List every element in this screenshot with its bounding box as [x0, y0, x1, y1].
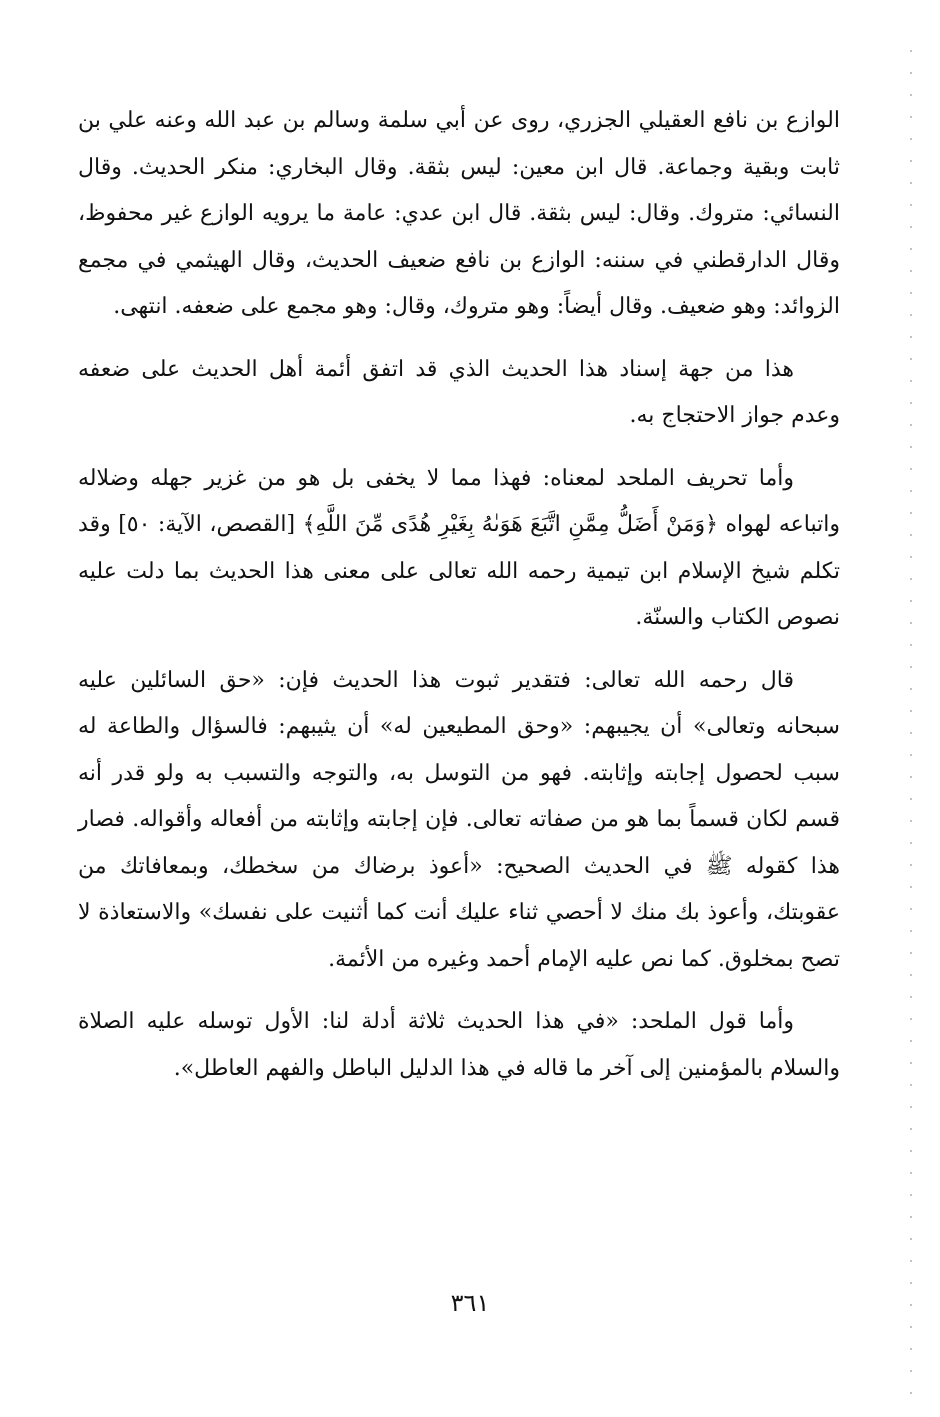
paragraph-isnad-summary: هذا من جهة إسناد هذا الحديث الذي قد اتفق أئمة أهل الحديث على ضعفه وعدم جواز الاحتجاج به. [78, 356, 840, 428]
paragraph-mulhid-claim: وأما قول الملحد: «في هذا الحديث ثلاثة أدلة لنا: الأول توسله عليه الصلاة والسلام بالمؤمنين إلى آخر ما قاله في هذا الدليل الباطل والفهم العاطل». [78, 1009, 840, 1081]
page-number: ٣٦١ [450, 1289, 490, 1317]
paragraph-distortion-of-meaning: وأما تحريف الملحد لمعناه: فهذا مما لا يخفى بل هو من غزير جهله وضلاله واتباعه لهواه ﴿وَمَنْ أَضَلُّ مِمَّنِ اتَّبَعَ هَوَىٰهُ بِغَيْرِ هُدًى مِّنَ اللَّهِ﴾ [القصص، الآية: ٥٠] وقد تكلم شيخ الإسلام ابن تيمية رحمه الله تعالى على معنى هذا الحديث بما دلت عليه نصوص الكتاب والسنّة. [78, 465, 840, 630]
paragraph-narrator-biography: الوازع بن نافع العقيلي الجزري، روى عن أبي سلمة وسالم بن عبد الله وعنه علي بن ثابت وبقية وجماعة. قال ابن معين: ليس بثقة. وقال البخاري: منكر الحديث. وقال النسائي: متروك. وقال: ليس بثقة. قال ابن عدي: عامة ما يرويه الوازع غير محفوظ، وقال الدارقطني في سننه: الوازع بن نافع ضعيف الحديث، وقال الهيثمي في مجمع الزوائد: وهو ضعيف. وقال أيضاً: وهو متروك، وقال: وهو مجمع على ضعفه. انتهى. [78, 108, 840, 319]
page-body [78, 98, 840, 1108]
page-edge-dots [908, 40, 914, 1400]
paragraph-ibn-taymiyya-quote: قال رحمه الله تعالى: فتقدير ثبوت هذا الحديث فإن: «حق السائلين عليه سبحانه وتعالى» أن يجيبهم: «وحق المطيعين له» أن يثيبهم: فالسؤال والطاعة له سبب لحصول إجابته وإثابته. فهو من التوسل به، والتوجه والتسبب به ولو قدر أنه قسم لكان قسماً بما هو من صفاته تعالى. فإن إجابته وإثابته من أفعاله وأقواله. فصار هذا كقوله ﷺ في الحديث الصحيح: «أعوذ برضاك من سخطك، وبمعافاتك من عقوبتك، وأعوذ بك منك لا أحصي ثناء عليك أنت كما أثنيت على نفسك» والاستعاذة لا تصح بمخلوق. كما نص عليه الإمام أحمد وغيره من الأئمة. [78, 667, 840, 972]
